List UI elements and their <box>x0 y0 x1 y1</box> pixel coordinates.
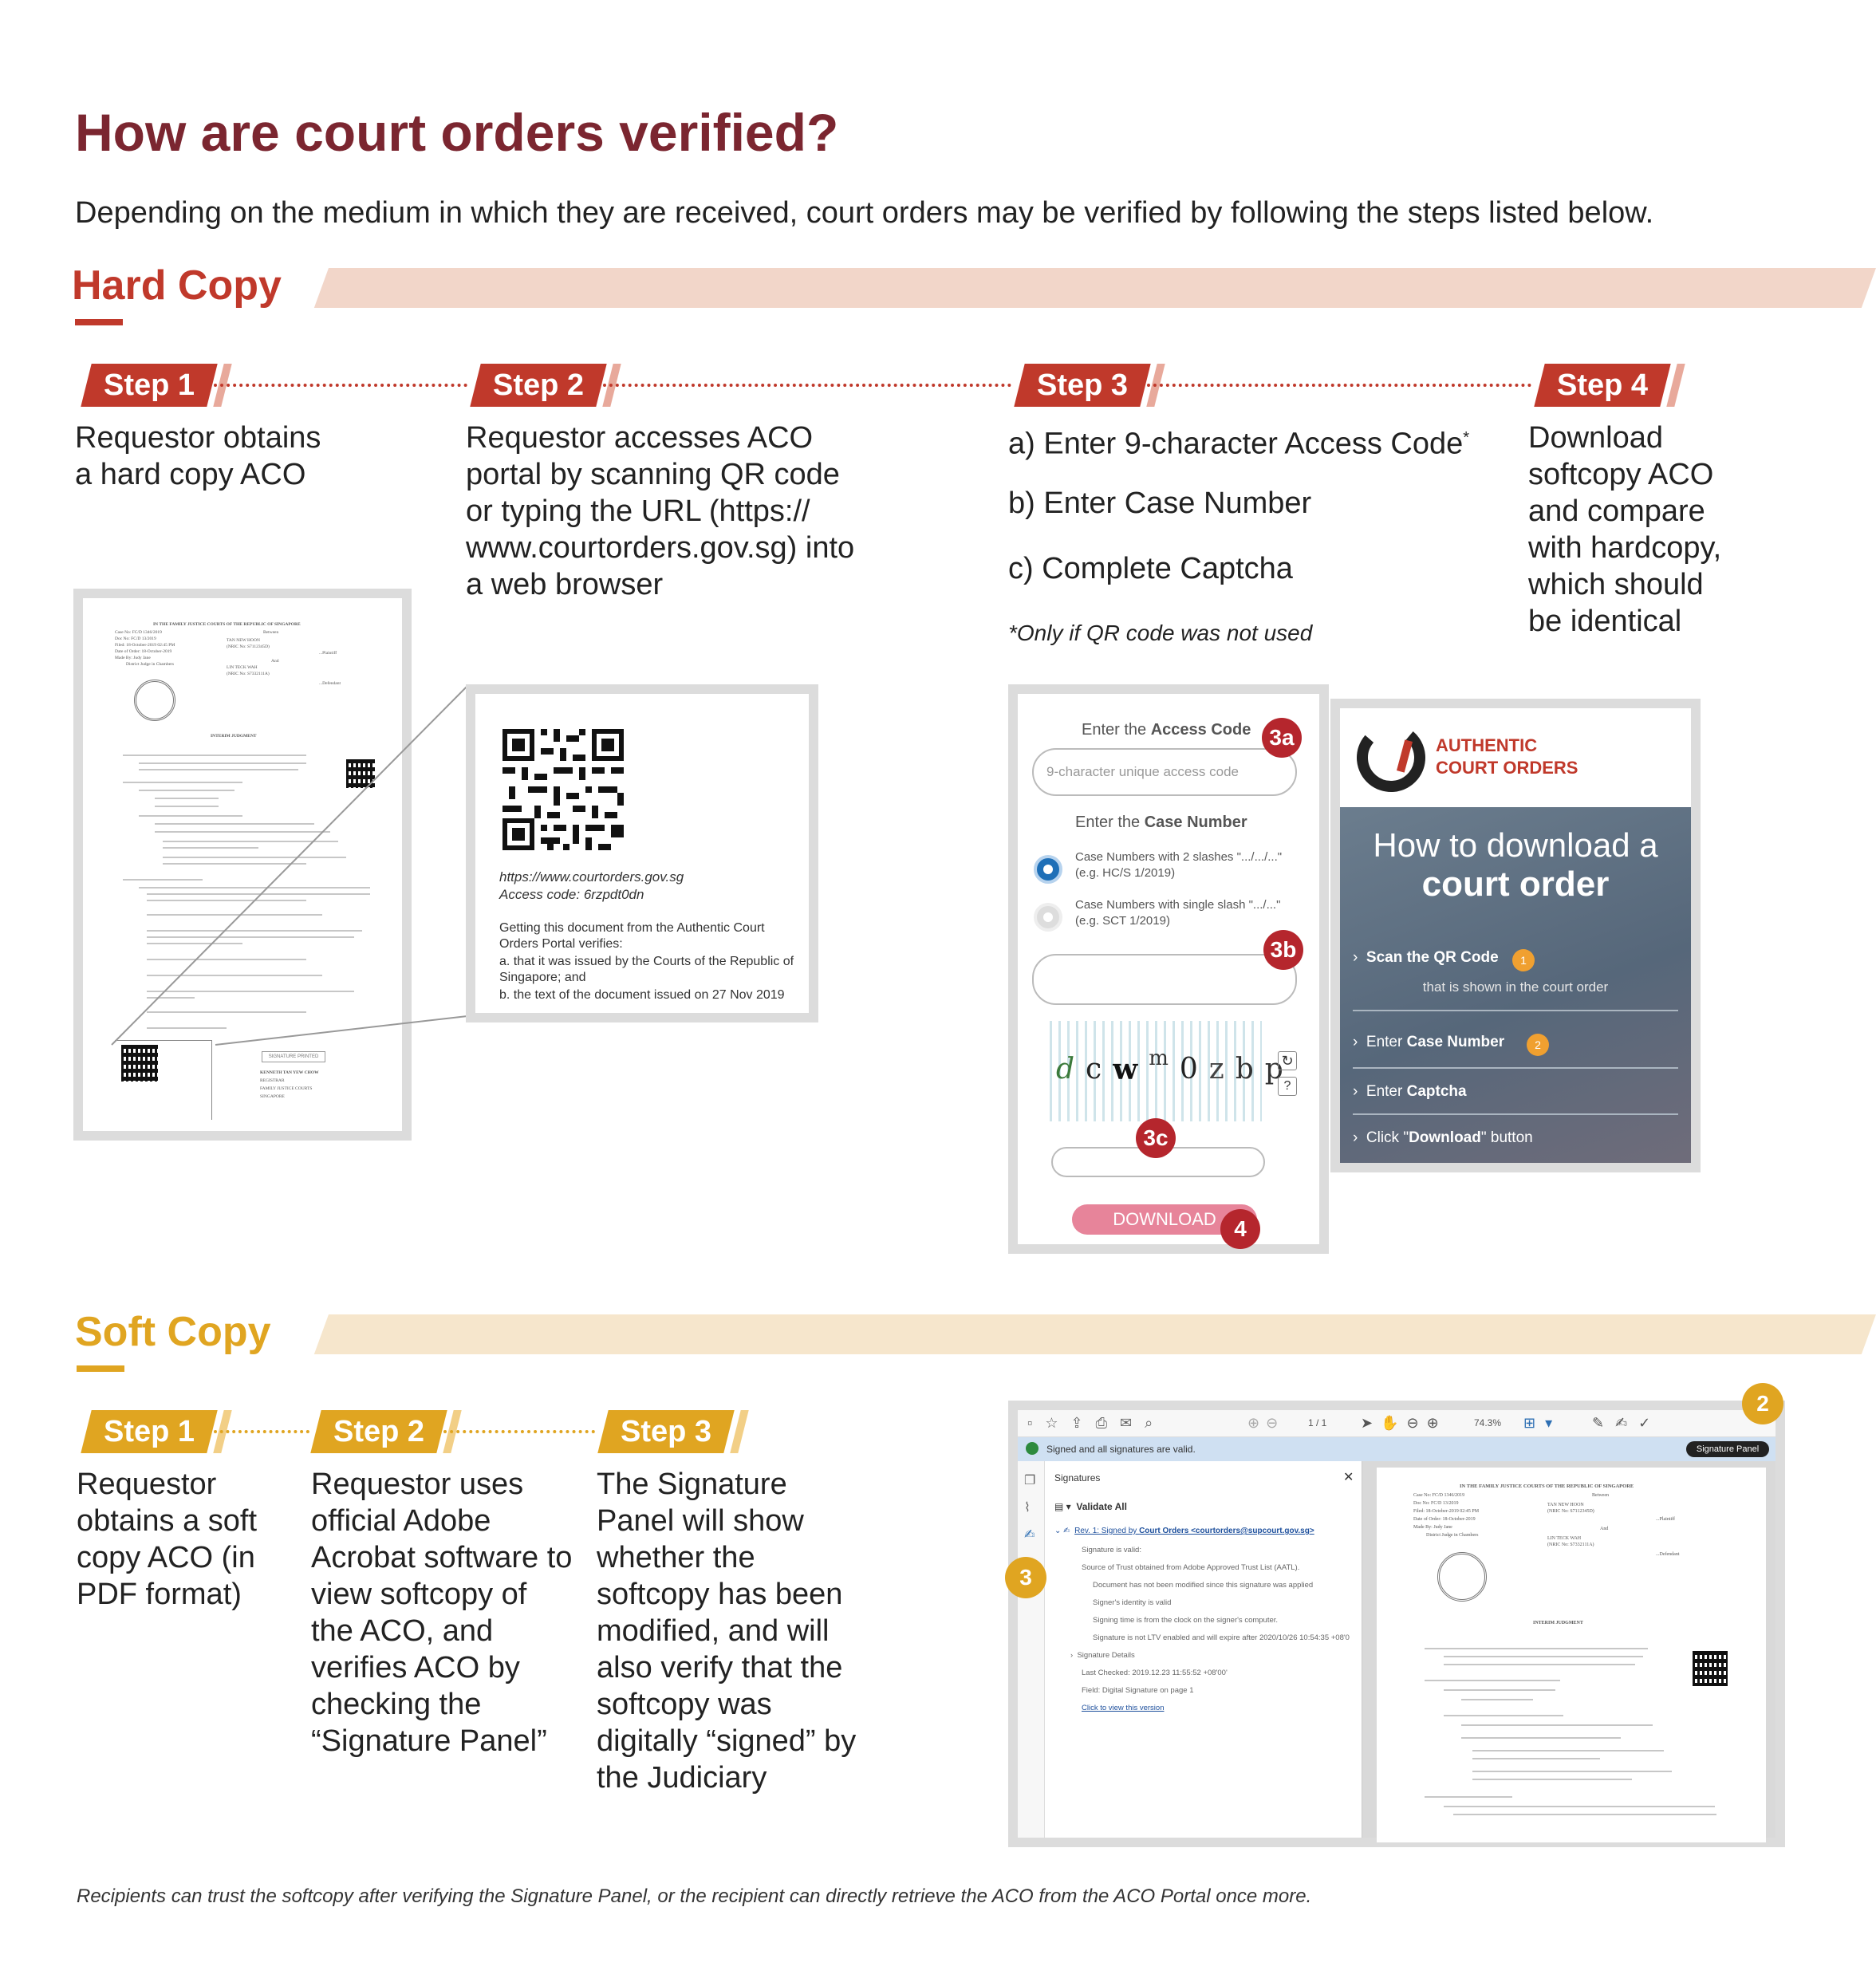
pages-icon[interactable]: ❐ <box>1024 1474 1036 1487</box>
badge-4: 4 <box>1220 1209 1260 1249</box>
hard-step-1-text: Requestor obtains a hard copy ACO <box>75 421 321 491</box>
soft-copy-heading: Soft Copy <box>75 1309 271 1355</box>
badge-2-signature-panel: 2 <box>1742 1383 1783 1424</box>
sig-line-1: Source of Trust obtained from Adobe Approved Trust List (AATL). <box>1082 1563 1300 1572</box>
hard-step-2-badge: Step 2 <box>475 364 616 407</box>
pdf-qr-code <box>1693 1651 1728 1686</box>
hard-copy-heading: Hard Copy <box>72 262 282 309</box>
soft-dots-2 <box>443 1430 595 1433</box>
captcha-image <box>1050 1021 1283 1121</box>
court-seal-pdf <box>1437 1552 1487 1602</box>
sig-line-3: Signer's identity is valid <box>1093 1598 1172 1607</box>
soft-step-2-badge: Step 2 <box>316 1410 456 1453</box>
comment-sign-icons[interactable]: ✎✍✓ <box>1592 1415 1662 1431</box>
access-code-label: Enter the Access Code <box>1082 721 1251 739</box>
intro-text: Depending on the medium in which they are received, court orders may be verified by following the steps listed below. <box>75 196 1654 230</box>
acrobat-window <box>1018 1410 1776 1838</box>
badge-3-signature-status: 3 <box>1005 1557 1046 1598</box>
radio1-example: (e.g. HC/S 1/2019) <box>1075 866 1176 880</box>
radio2-label: Case Numbers with single slash ".../..." <box>1075 898 1281 912</box>
toolbar-tools[interactable]: ➤✋⊖⊕ <box>1361 1415 1447 1431</box>
sig-details[interactable]: › Signature Details <box>1070 1651 1135 1660</box>
guide-steps-panel <box>1340 807 1691 1163</box>
revision-entry[interactable]: ⌄ ✍ Rev. 1: Signed by Court Orders <courtorders@supcourt.gov.sg> <box>1054 1527 1314 1535</box>
soft-step-2-text: Requestor uses official Adobe Acrobat software to view softcopy of the ACO, and verifies ACO by checking the “Signature Panel” <box>311 1468 573 1758</box>
guide-item-scan: › Scan the QR Code <box>1353 949 1499 966</box>
hard-step-1-badge: Step 1 <box>86 364 227 407</box>
validate-all[interactable]: ▤ ▾ Validate All <box>1054 1501 1127 1512</box>
sig-line-2: Document has not been modified since this signature was applied <box>1093 1581 1314 1590</box>
qr-access-code: Access code: 6rzpdt0dn <box>499 887 644 902</box>
sig-line-4: Signing time is from the clock on the signer's computer. <box>1093 1616 1279 1625</box>
guide-heading-bold: court order <box>1421 865 1610 904</box>
badge-3c: 3c <box>1136 1118 1176 1158</box>
qr-zoom-panel <box>475 694 809 1013</box>
soft-step-3-badge: Step 3 <box>603 1410 743 1453</box>
radio-two-slashes[interactable] <box>1034 855 1062 884</box>
guide-num-2: 2 <box>1527 1034 1549 1056</box>
qr-verify-b: b. the text of the document issued on 27 Nov 2019 <box>499 988 785 1002</box>
nav-pane <box>1018 1461 1045 1838</box>
page-count: 1 / 1 <box>1308 1417 1327 1428</box>
soft-dots-1 <box>214 1430 309 1433</box>
signatures-panel <box>1045 1461 1362 1838</box>
hard-step-3-badge: Step 3 <box>1019 364 1160 407</box>
guide-item-captcha: › Enter Captcha <box>1353 1083 1467 1100</box>
hard-step-3-note: *Only if QR code was not used <box>1008 621 1313 645</box>
radio1-label: Case Numbers with 2 slashes ".../.../..." <box>1075 850 1283 864</box>
document-view <box>1362 1461 1776 1838</box>
toolbar-icons-right[interactable]: ⊞▾ <box>1523 1415 1563 1431</box>
sig-valid: Signature is valid: <box>1082 1546 1141 1554</box>
guide-item-download: › Click "Download" button <box>1353 1129 1533 1146</box>
view-version-link[interactable]: Click to view this version <box>1082 1704 1165 1712</box>
brand-court-orders: COURT ORDERS <box>1436 758 1578 778</box>
hardcopy-document: IN THE FAMILY JUSTICE COURTS OF THE REPUBLIC OF SINGAPORE Case No: FC/D 1346/2019 Between Doc No: FC/D 13/2019 TAN NEW HOON Filed: 18-October-2019 02:45 PM (NRIC No: S7112345D) Date of Order: 18-October-2019 ...Plaintiff Made By: Judy Jane And District Judge in Chambers LIN TECK WAH (NRIC No: S7332111A) ...Defendant INTERIM JUDGMENT SIGNATURE PRINTED KENNETH TAN YEW CHOW REGISTRAR FAMILY JUSTICE COURTS SINGAPORE <box>83 598 402 1131</box>
captcha-help-icon[interactable]: ? <box>1278 1077 1297 1096</box>
acrobat-frame <box>1008 1391 1785 1847</box>
qr-verify-intro: Getting this document from the Authentic Court Orders Portal verifies: <box>499 921 765 951</box>
hard-step-3c-text: c) Complete Captcha <box>1008 552 1293 585</box>
soft-step-1-badge: Step 1 <box>86 1410 227 1453</box>
captcha-text: d c w m 0 z b p <box>1056 1046 1283 1086</box>
sig-field: Field: Digital Signature on page 1 <box>1082 1686 1194 1695</box>
soft-step-3-text: The Signature Panel will show whether the softcopy has been modified, and will also verify that the softcopy was digitally “signed” by the Judiciary <box>597 1468 857 1795</box>
portal-form-frame <box>1008 684 1329 1254</box>
toolbar-icons-left[interactable]: ▫☆⇪⎙✉⌕ <box>1027 1415 1166 1431</box>
guide-heading-light: How to download a <box>1373 826 1658 864</box>
badge-3b: 3b <box>1263 930 1303 970</box>
authentic-court-orders-logo <box>1353 719 1429 796</box>
attachment-icon[interactable]: ⌇ <box>1024 1501 1031 1515</box>
guide-num-1: 1 <box>1512 949 1535 971</box>
acrobat-toolbar <box>1018 1410 1776 1437</box>
case-number-input[interactable] <box>1032 954 1297 1005</box>
last-checked: Last Checked: 2019.12.23 11:55:52 +08'00' <box>1082 1669 1228 1677</box>
case-number-label: Enter the Case Number <box>1075 814 1247 831</box>
badge-3a: 3a <box>1262 718 1302 758</box>
close-panel-icon[interactable]: ✕ <box>1343 1471 1354 1484</box>
guide-item-case: › Enter Case Number <box>1353 1034 1505 1050</box>
hard-step-2-text: Requestor accesses ACO portal by scanning QR code or typing the URL (https:// www.courtorders.gov.sg) into a web browser <box>466 421 855 601</box>
hard-step-4-badge: Step 4 <box>1539 364 1680 407</box>
qr-zoom-code <box>499 726 627 853</box>
qr-verify-a: a. that it was issued by the Courts of the Republic of Singapore; and <box>499 955 794 984</box>
sig-line-5: Signature is not LTV enabled and will expire after 2020/10/26 10:54:35 +08'0 <box>1093 1633 1350 1642</box>
footnote: Recipients can trust the softcopy after verifying the Signature Panel, or the recipient can directly retrieve the ACO from the ACO Portal once more. <box>77 1885 1312 1907</box>
guide-card-frame <box>1330 699 1701 1172</box>
banner-text: Signed and all signatures are valid. <box>1046 1444 1196 1455</box>
signature-stamp: SIGNATURE PRINTED <box>262 1051 325 1062</box>
soft-copy-underline <box>77 1365 124 1372</box>
soft-copy-band <box>314 1314 1876 1354</box>
signatures-title: Signatures <box>1054 1472 1101 1484</box>
valid-check-icon <box>1026 1442 1038 1455</box>
pdf-page: IN THE FAMILY JUSTICE COURTS OF THE REPUBLIC OF SINGAPORE Case No: FC/D 1346/2019 Between Doc No: FC/D 13/2019 TAN NEW HOON Filed: 18-October-2019 02:45 PM (NRIC No: S7112345D) Date of Order: 18-October-2019 ...Plaintiff Made By: Judy Jane And District Judge in Chambers LIN TECK WAH (NRIC No: S7332111A) ...Defendant INTERIM JUDGMENT <box>1377 1468 1766 1842</box>
signature-pane-icon[interactable]: ✍ <box>1024 1528 1035 1542</box>
qr-zoom-frame <box>466 684 818 1022</box>
guide-item-scan-sub: that is shown in the court order <box>1422 979 1609 995</box>
download-button[interactable]: DOWNLOAD <box>1072 1204 1257 1235</box>
hard-step-4-text: Download softcopy ACO and compare with hardcopy, which should be identical <box>1528 421 1722 638</box>
radio-single-slash[interactable] <box>1034 903 1062 932</box>
signature-banner <box>1018 1437 1776 1461</box>
access-code-input[interactable]: 9-character unique access code <box>1032 748 1297 796</box>
page-title: How are court orders verified? <box>75 103 839 162</box>
refresh-captcha-icon[interactable]: ↻ <box>1278 1051 1297 1070</box>
page-nav-icons[interactable]: ⊕⊖ <box>1247 1415 1285 1431</box>
soft-step-1-text: Requestor obtains a soft copy ACO (in PDF format) <box>77 1468 258 1611</box>
radio2-example: (e.g. SCT 1/2019) <box>1075 914 1170 928</box>
brand-authentic: AUTHENTIC <box>1436 735 1538 755</box>
zoom-level: 74.3% <box>1474 1417 1502 1428</box>
hard-step-3b-text: b) Enter Case Number <box>1008 487 1312 520</box>
portal-form <box>1018 694 1319 1244</box>
guide-brand <box>1340 708 1691 807</box>
hard-step-3a-text: a) Enter 9-character Access Code* <box>1008 427 1470 461</box>
qr-url: https://www.courtorders.gov.sg <box>499 869 684 885</box>
signature-panel-button[interactable]: Signature Panel <box>1686 1441 1769 1457</box>
